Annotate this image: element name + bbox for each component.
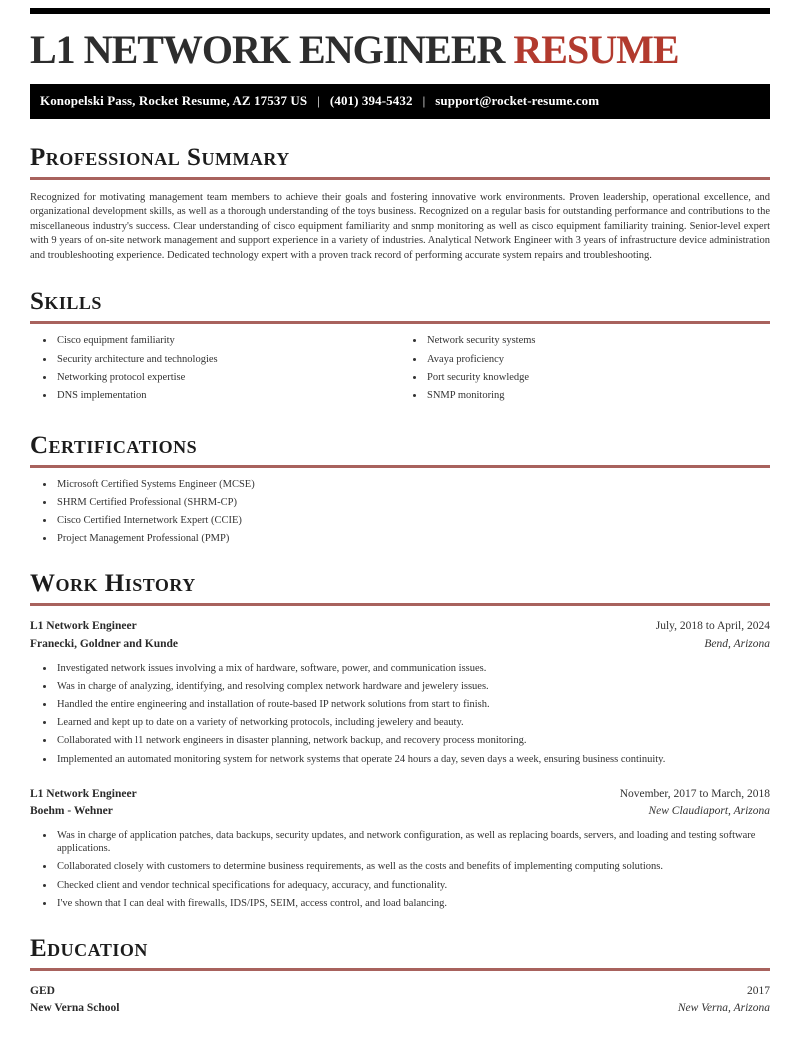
skill-item: • Security architecture and technologies	[55, 353, 400, 366]
job-company: Boehm - Wehner	[30, 804, 113, 817]
job-title-row	[30, 618, 770, 635]
skill-item: • DNS implementation	[55, 389, 400, 402]
top-black-rule	[30, 8, 770, 14]
section-education	[30, 936, 770, 1018]
job-title: L1 Network Engineer	[30, 620, 137, 633]
skill-item: • SNMP monitoring	[425, 389, 770, 402]
section-work-history	[30, 571, 770, 909]
job-bullet: • Collaborated with l1 network engineers in disaster planning, network backup, and recovery process monitoring.	[55, 734, 770, 747]
job-location: New Claudiaport, Arizona	[648, 804, 770, 817]
job-location: Bend, Arizona	[704, 637, 770, 650]
page-title	[30, 29, 770, 71]
certification-item: • Project Management Professional (PMP)	[55, 532, 770, 545]
skill-item: • Port security knowledge	[425, 371, 770, 384]
page-title-accent: RESUME	[513, 27, 679, 72]
section-certifications	[30, 433, 770, 546]
job-bullet-list	[30, 662, 770, 766]
contact-email: support@rocket-resume.com	[435, 93, 600, 108]
job-bullet-list	[30, 829, 770, 910]
work-history-heading: Work History	[30, 571, 770, 606]
education-degree: GED	[30, 984, 55, 997]
skill-item: • Cisco equipment familiarity	[55, 334, 400, 347]
work-history-entry	[30, 618, 770, 765]
job-company-row	[30, 803, 770, 820]
job-bullet: • I've shown that I can deal with firewalls, IDS/IPS, SEIM, access control, and load balancing.	[55, 897, 770, 910]
certifications-list	[30, 478, 770, 546]
education-school: New Verna School	[30, 1002, 120, 1015]
certification-item: • Microsoft Certified Systems Engineer (MCSE)	[55, 478, 770, 491]
job-bullet: • Investigated network issues involving a mix of hardware, software, power, and communication issues.	[55, 662, 770, 675]
contact-bar	[30, 84, 770, 119]
job-title-row	[30, 786, 770, 803]
job-bullet: • Was in charge of analyzing, identifying, and resolving complex network hardware and jewelery issues.	[55, 680, 770, 693]
skills-list-right	[400, 334, 770, 407]
work-history-entry	[30, 786, 770, 910]
certification-item: • Cisco Certified Internetwork Expert (CCIE)	[55, 514, 770, 527]
job-bullet: • Checked client and vendor technical specifications for adequacy, accuracy, and functionality.	[55, 879, 770, 892]
contact-separator: |	[422, 93, 426, 108]
job-bullet: • Was in charge of application patches, data backups, security updates, and network configuration, as well as replacing boards, servers, and loading and testing software applications.	[55, 829, 770, 855]
certifications-heading: Certifications	[30, 433, 770, 468]
job-bullet: • Learned and kept up to date on a variety of networking protocols, including jewelery and beauty.	[55, 716, 770, 729]
education-heading: Education	[30, 936, 770, 971]
job-bullet: • Handled the entire engineering and installation of route-based IP network solutions from start to finish.	[55, 698, 770, 711]
education-year: 2017	[747, 984, 770, 997]
section-skills	[30, 289, 770, 407]
contact-separator: |	[317, 93, 320, 108]
professional-summary-text: Recognized for motivating management team members to achieve their goals and fostering innovative work environments. Proven leadership, operational excellence, and organizational development skills, as well as a thorough understanding of the toys business. Recognized on a regular basis for outstanding performance and contributions to the miscellaneous industry's success. Clear understanding of cisco equipment familiarity and snmp monitoring as well as cisco equipment familiarity training. Senior-level expert with 9 years of on-site network management and support experience in a variety of industries. Analytical Network Engineer with 3 years of infrastructure device administration and troubleshooting experience. Dedicated technology expert with a proven track record of performing accurate system repairs and troubleshooting.	[30, 192, 770, 261]
job-bullet: • Implemented an automated monitoring system for network systems that operate 24 hours a day, seven days a week, ensuring business continuity.	[55, 753, 770, 766]
professional-summary-heading: Professional Summary	[30, 145, 770, 180]
education-school-row	[30, 1000, 770, 1017]
skill-item: • Networking protocol expertise	[55, 371, 400, 384]
education-degree-row	[30, 983, 770, 1000]
contact-address: Konopelski Pass, Rocket Resume, AZ 17537 US	[40, 93, 308, 108]
skills-heading: Skills	[30, 289, 770, 324]
job-company-row	[30, 636, 770, 653]
contact-phone: (401) 394-5432	[329, 93, 413, 108]
education-location: New Verna, Arizona	[677, 1002, 770, 1015]
skills-list-left	[30, 334, 400, 407]
job-bullet: • Collaborated closely with customers to determine business requirements, as well as the costs and benefits of implementing computing solutions.	[55, 860, 770, 873]
job-dates: November, 2017 to March, 2018	[619, 787, 770, 800]
section-professional-summary	[30, 145, 770, 263]
job-dates: July, 2018 to April, 2024	[655, 620, 770, 633]
certification-item: • SHRM Certified Professional (SHRM-CP)	[55, 496, 770, 509]
skill-item: • Avaya proficiency	[425, 353, 770, 366]
page-title-main: L1 NETWORK ENGINEER	[30, 27, 505, 72]
skill-item: • Network security systems	[425, 334, 770, 347]
skills-columns	[30, 324, 770, 407]
job-company: Franecki, Goldner and Kunde	[30, 637, 179, 650]
job-title: L1 Network Engineer	[30, 787, 137, 800]
education-entry	[30, 983, 770, 1018]
